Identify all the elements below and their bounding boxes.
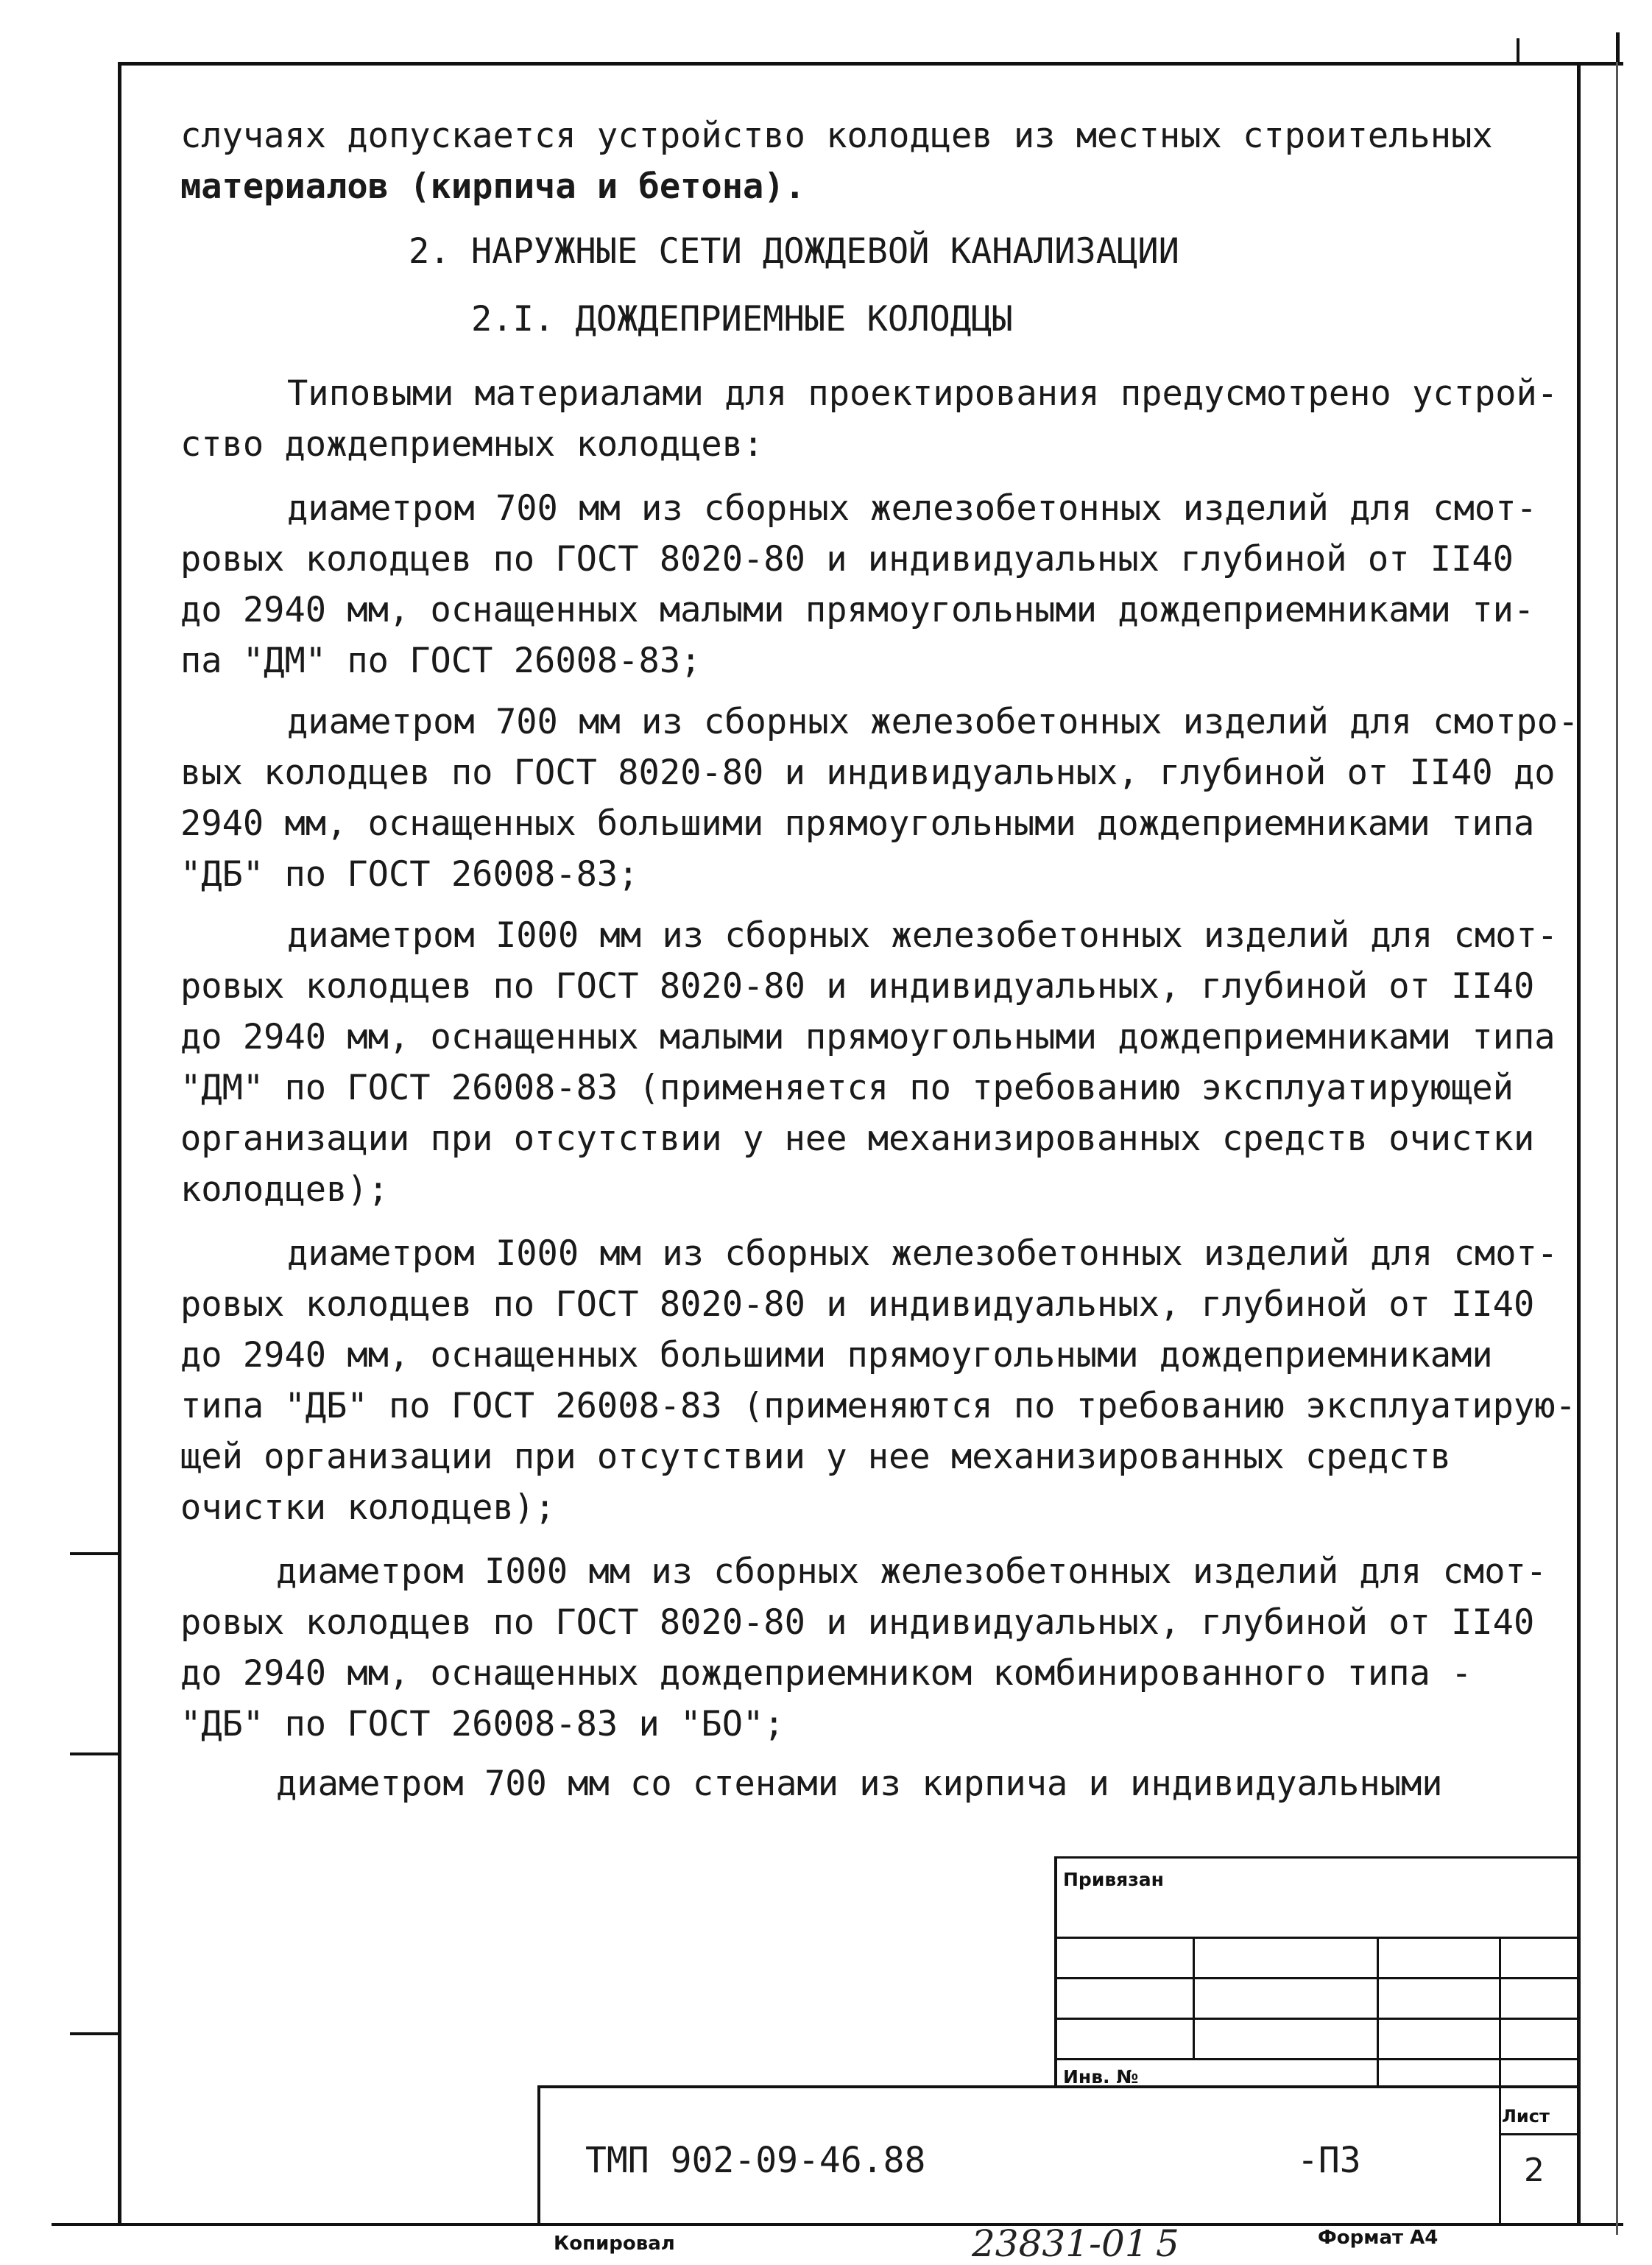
text-line: щей организации при отсутствии у нее механизированных средств — [180, 1437, 1452, 1477]
text-line: колодцев); — [180, 1169, 389, 1210]
opening-text — [180, 110, 1557, 212]
text-line: "ДМ" по ГОСТ 26008-83 (применяется по требованию эксплуатирующей — [180, 1068, 1514, 1108]
document-code: ТМП 902-09-46.88 — [585, 2140, 926, 2181]
title-block-column — [1499, 1937, 1501, 2223]
archive-number-suffix: 5 — [1156, 2222, 1179, 2265]
paragraph — [180, 1228, 1576, 1533]
format-label: Формат А4 — [1318, 2227, 1439, 2249]
text-line: до 2940 мм, оснащенных малыми прямоугольными дождеприемниками ти- — [180, 590, 1535, 630]
paragraph — [180, 697, 1579, 900]
top-edge-tick — [1616, 32, 1620, 62]
title-block-main-top — [537, 2085, 1578, 2088]
text-line: до 2940 мм, оснащенных дождеприемником комбинированного типа - — [180, 1653, 1472, 1694]
text-line: ство дождеприемных колодцев: — [180, 424, 764, 465]
text-line: Типовыми материалами для проектирования предусмотрено устрой- — [287, 373, 1559, 414]
frame-left-border — [118, 62, 121, 2223]
text-line: ровых колодцев по ГОСТ 8020-80 и индивидуальных, глубиной от II40 — [180, 1602, 1535, 1643]
text-line: до 2940 мм, оснащенных малыми прямоугольными дождеприемниками типа — [180, 1017, 1556, 1057]
text-line: 2940 мм, оснащенных большими прямоугольными дождеприемниками типа — [180, 803, 1535, 844]
document-suffix: -П3 — [1297, 2140, 1361, 2181]
text-line: случаях допускается устройство колодцев из местных строительных — [180, 116, 1493, 156]
text-line: организации при отсутствии у нее механизированных средств очистки — [180, 1119, 1535, 1159]
margin-mark — [70, 1753, 120, 1755]
text-line: типа "ДБ" по ГОСТ 26008-83 (применяются по требованию эксплуатирую- — [180, 1386, 1576, 1426]
sheet-cell-divider — [1499, 2133, 1578, 2135]
text-line: диаметром 700 мм из сборных железобетонных изделий для смот- — [287, 488, 1537, 529]
linked-label: Привязан — [1063, 1869, 1164, 1890]
text-line: "ДБ" по ГОСТ 26008-83 и "БО"; — [180, 1704, 785, 1744]
text-line: диаметром 700 мм из сборных железобетонных изделий для смотро- — [287, 702, 1579, 742]
title-block-main-left — [537, 2085, 540, 2223]
text-line: ровых колодцев по ГОСТ 8020-80 и индивидуальных, глубиной от II40 — [180, 966, 1535, 1007]
frame-right-border — [1577, 62, 1581, 2223]
subsection-heading: 2.I. ДОЖДЕПРИЕМНЫЕ КОЛОДЦЫ — [471, 299, 1013, 339]
title-block-border — [1054, 1856, 1057, 2088]
sheet-number: 2 — [1524, 2152, 1545, 2189]
sheet-edge-line — [1616, 37, 1618, 2235]
archive-number: 23831-01 — [972, 2222, 1148, 2265]
title-block-column — [1193, 1937, 1195, 2058]
frame-top-border — [118, 62, 1623, 66]
text-line: па "ДМ" по ГОСТ 26008-83; — [180, 641, 702, 681]
paragraph — [180, 1546, 1557, 1750]
text-line: диаметром I000 мм из сборных железобетонных изделий для смот- — [287, 915, 1559, 956]
copied-label: Копировал — [554, 2233, 675, 2255]
paragraph — [180, 910, 1557, 1215]
text-line: ровых колодцев по ГОСТ 8020-80 и индивидуальных глубиной от II40 — [180, 539, 1514, 580]
sheet-label: Лист — [1502, 2106, 1550, 2127]
margin-mark — [70, 1552, 120, 1555]
margin-mark — [70, 2032, 120, 2035]
title-block-border — [1054, 1856, 1578, 1859]
title-block-column — [1377, 1937, 1379, 2088]
text-line: диаметром 700 мм со стенами из кирпича и индивидуальными — [276, 1764, 1443, 1804]
text-line: материалов (кирпича и бетона). — [180, 166, 805, 207]
text-line: очистки колодцев); — [180, 1487, 556, 1528]
top-edge-tick — [1517, 38, 1519, 63]
paragraph — [180, 368, 1557, 470]
text-line: диаметром I000 мм из сборных железобетонных изделий для смот- — [287, 1233, 1559, 1274]
paragraph — [180, 483, 1557, 686]
text-line: до 2940 мм, оснащенных большими прямоугольными дождеприемниками — [180, 1335, 1493, 1375]
text-line: ровых колодцев по ГОСТ 8020-80 и индивидуальных, глубиной от II40 — [180, 1284, 1535, 1325]
text-line: вых колодцев по ГОСТ 8020-80 и индивидуальных, глубиной от II40 до — [180, 753, 1556, 793]
section-heading: 2. НАРУЖНЫЕ СЕТИ ДОЖДЕВОЙ КАНАЛИЗАЦИИ — [409, 231, 1179, 272]
text-line: "ДБ" по ГОСТ 26008-83; — [180, 854, 639, 895]
paragraph — [180, 1758, 1557, 1809]
inventory-number-label: Инв. № — [1063, 2066, 1139, 2088]
text-line: диаметром I000 мм из сборных железобетонных изделий для смот- — [276, 1551, 1547, 1592]
frame-bottom-border — [52, 2223, 1623, 2226]
